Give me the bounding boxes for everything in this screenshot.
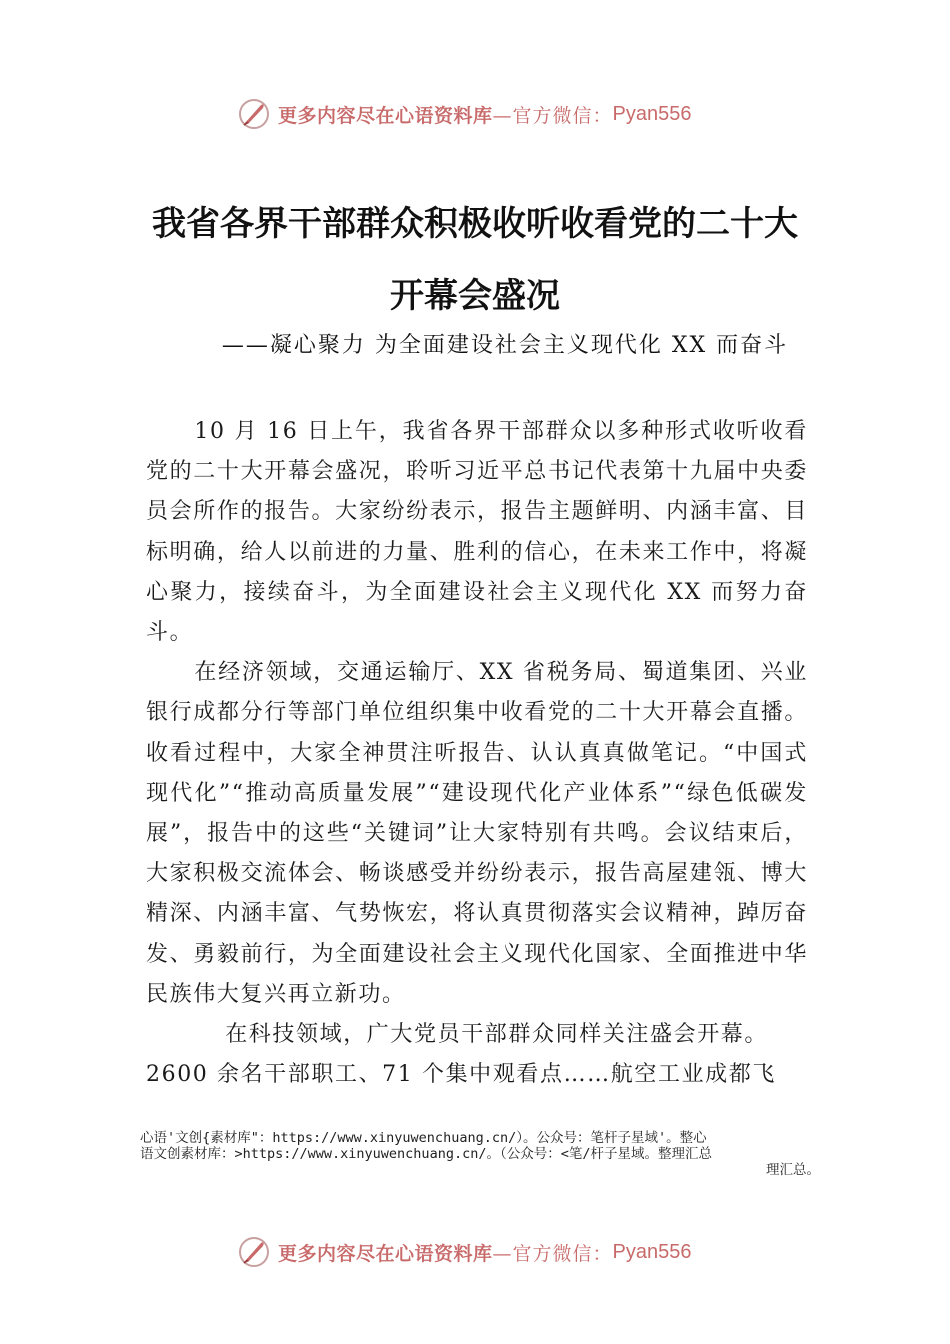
paragraph: 10 月 16 日上午，我省各界干部群众以多种形式收听收看党的二十大开幕会盛况，聆听习近平总书记代表第十九届中央委员会所作的报告。大家纷纷表示，报告主题鲜明、内涵丰富、目标明确，给人以前进的力量、胜利的信心，在未来工作中，将凝心聚力，接续奋斗，为全面建设社会主义现代化 XX 而努力奋斗。 bbox=[146, 419, 808, 646]
footer-banner[interactable] bbox=[236, 1232, 736, 1272]
paragraph: 在经济领域，交通运输厅、XX 省税务局、蜀道集团、兴业银行成都分行等部门单位组织集中收看党的二十大开幕会直播。收看过程中，大家全神贯注听报告、认认真真做笔记。“中国式现代化”“推动高质量发展”“建设现代化产业体系”“绿色低碳发展”，报告中的这些“关键词”让大家特别有共鸣。会议结束后，大家积极交流体会、畅谈感受并纷纷表示，报告高屋建瓴、博大精深、内涵丰富、气势恢宏，将认真贯彻落实会议精神，踔厉奋发、勇毅前行，为全面建设社会主义现代化国家、全面推进中华民族伟大复兴再立新功。 bbox=[146, 660, 808, 1007]
source-footnote bbox=[140, 1130, 840, 1178]
document-title: 我省各界干部群众积极收听收看党的二十大开幕会盛况 bbox=[152, 204, 798, 316]
banner-text-wechat: —官方微信： bbox=[492, 104, 613, 127]
banner-text-wechat: —官方微信： bbox=[492, 1242, 613, 1265]
banner-text-id: Pyan556 bbox=[612, 1240, 692, 1263]
footnote-line: 心语'文创{素材库"：https://www.xinyuwenchuang.cn/）。公众号：笔杆子星域'。整心 bbox=[140, 1130, 707, 1146]
document-subtitle: ——凝心聚力 为全面建设社会主义现代化 XX 而奋斗 bbox=[221, 333, 789, 358]
banner-text-main: 更多内容尽在心语资料库 bbox=[278, 1242, 493, 1265]
banner-text-id: Pyan556 bbox=[612, 102, 692, 125]
footnote-line: 语文创素材库：>https://www.xinyuwenchuang.cn/。（公众号：<笔/杆子星域。整理汇总 bbox=[140, 1146, 712, 1162]
banner-text-main: 更多内容尽在心语资料库 bbox=[278, 104, 493, 127]
quill-pen-icon bbox=[236, 96, 272, 132]
footnote-line: 理汇总。 bbox=[766, 1162, 820, 1178]
paragraph: 在科技领域，广大党员干部群众同样关注盛会开幕。 bbox=[225, 1022, 768, 1048]
quill-pen-icon bbox=[236, 1234, 272, 1270]
header-banner[interactable] bbox=[236, 94, 736, 134]
paragraph: 2600 余名干部职工、71 个集中观看点……航空工业成都飞 bbox=[146, 1062, 776, 1088]
document-body bbox=[146, 412, 808, 1095]
